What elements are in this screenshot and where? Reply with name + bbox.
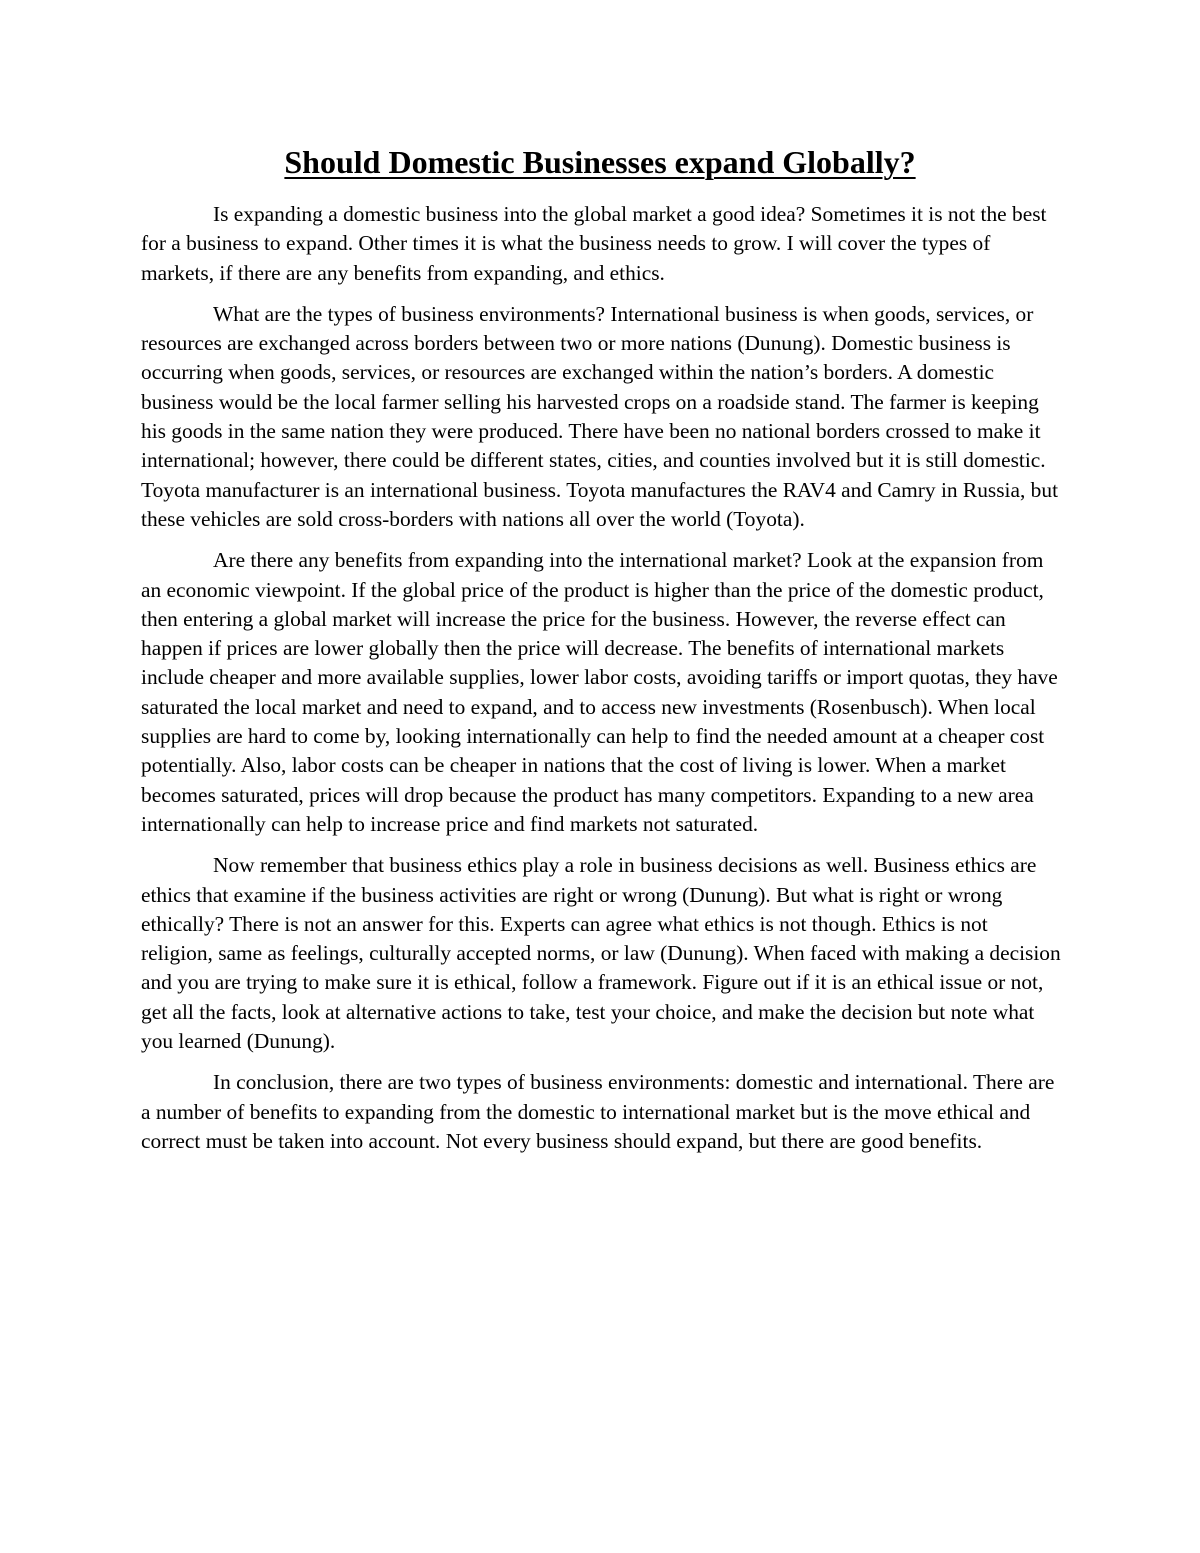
paragraph-benefits: Are there any benefits from expanding into the international market? Look at the expansion from an economic viewpoint. If the global price of the product is higher than the price of the domestic product, then entering a global market will increase the price for the business. However, the reverse effect can happen if prices are lower globally then the price will decrease. The benefits of international markets include cheaper and more available supplies, lower labor costs, avoiding tariffs or import quotas, they have saturated the local market and need to expand, and to access new investments (Rosenbusch). When local supplies are hard to come by, looking internationally can help to find the needed amount at a cheaper cost potentially. Also, labor costs can be cheaper in nations that the cost of living is lower. When a market becomes saturated, prices will drop because the product has many competitors. Expanding to a new area internationally can help to increase price and find markets not saturated. [141, 548, 1058, 836]
paragraph-business-environments: What are the types of business environments? International business is when goods, services, or resources are exchanged across borders between two or more nations (Dunung). Domestic business is occurring when goods, services, or resources are exchanged within the nation’s borders. A domestic business would be the local farmer selling his harvested crops on a roadside stand. The farmer is keeping his goods in the same nation they were produced. There have been no national borders crossed to make it international; however, there could be different states, cities, and counties involved but it is still domestic. Toyota manufacturer is an international business. Toyota manufactures the RAV4 and Camry in Russia, but these vehicles are sold cross-borders with nations all over the world (Toyota). [141, 301, 1059, 531]
paragraph-introduction: Is expanding a domestic business into the global market a good idea? Sometimes it is not the best for a business to expand. Other times it is what the business needs to grow. I will cover the types of markets, if there are any benefits from expanding, and ethics. [141, 202, 1047, 285]
document-body [141, 200, 1063, 1168]
document-title: Should Domestic Businesses expand Globally? [284, 144, 916, 180]
paragraph-ethics: Now remember that business ethics play a role in business decisions as well. Business ethics are ethics that examine if the business activities are right or wrong (Dunung). But what is right or wrong ethically? There is not an answer for this. Experts can agree what ethics is not though. Ethics is not religion, same as feelings, culturally accepted norms, or law (Dunung). When faced with making a decision and you are trying to make sure it is ethical, follow a framework. Figure out if it is an ethical issue or not, get all the facts, look at alternative actions to take, test your choice, and make the decision but note what you learned (Dunung). [141, 853, 1061, 1054]
paragraph-conclusion: In conclusion, there are two types of business environments: domestic and international. There are a number of benefits to expanding from the domestic to international market but is the move ethical and correct must be taken into account. Not every business should expand, but there are good benefits. [141, 1070, 1055, 1153]
